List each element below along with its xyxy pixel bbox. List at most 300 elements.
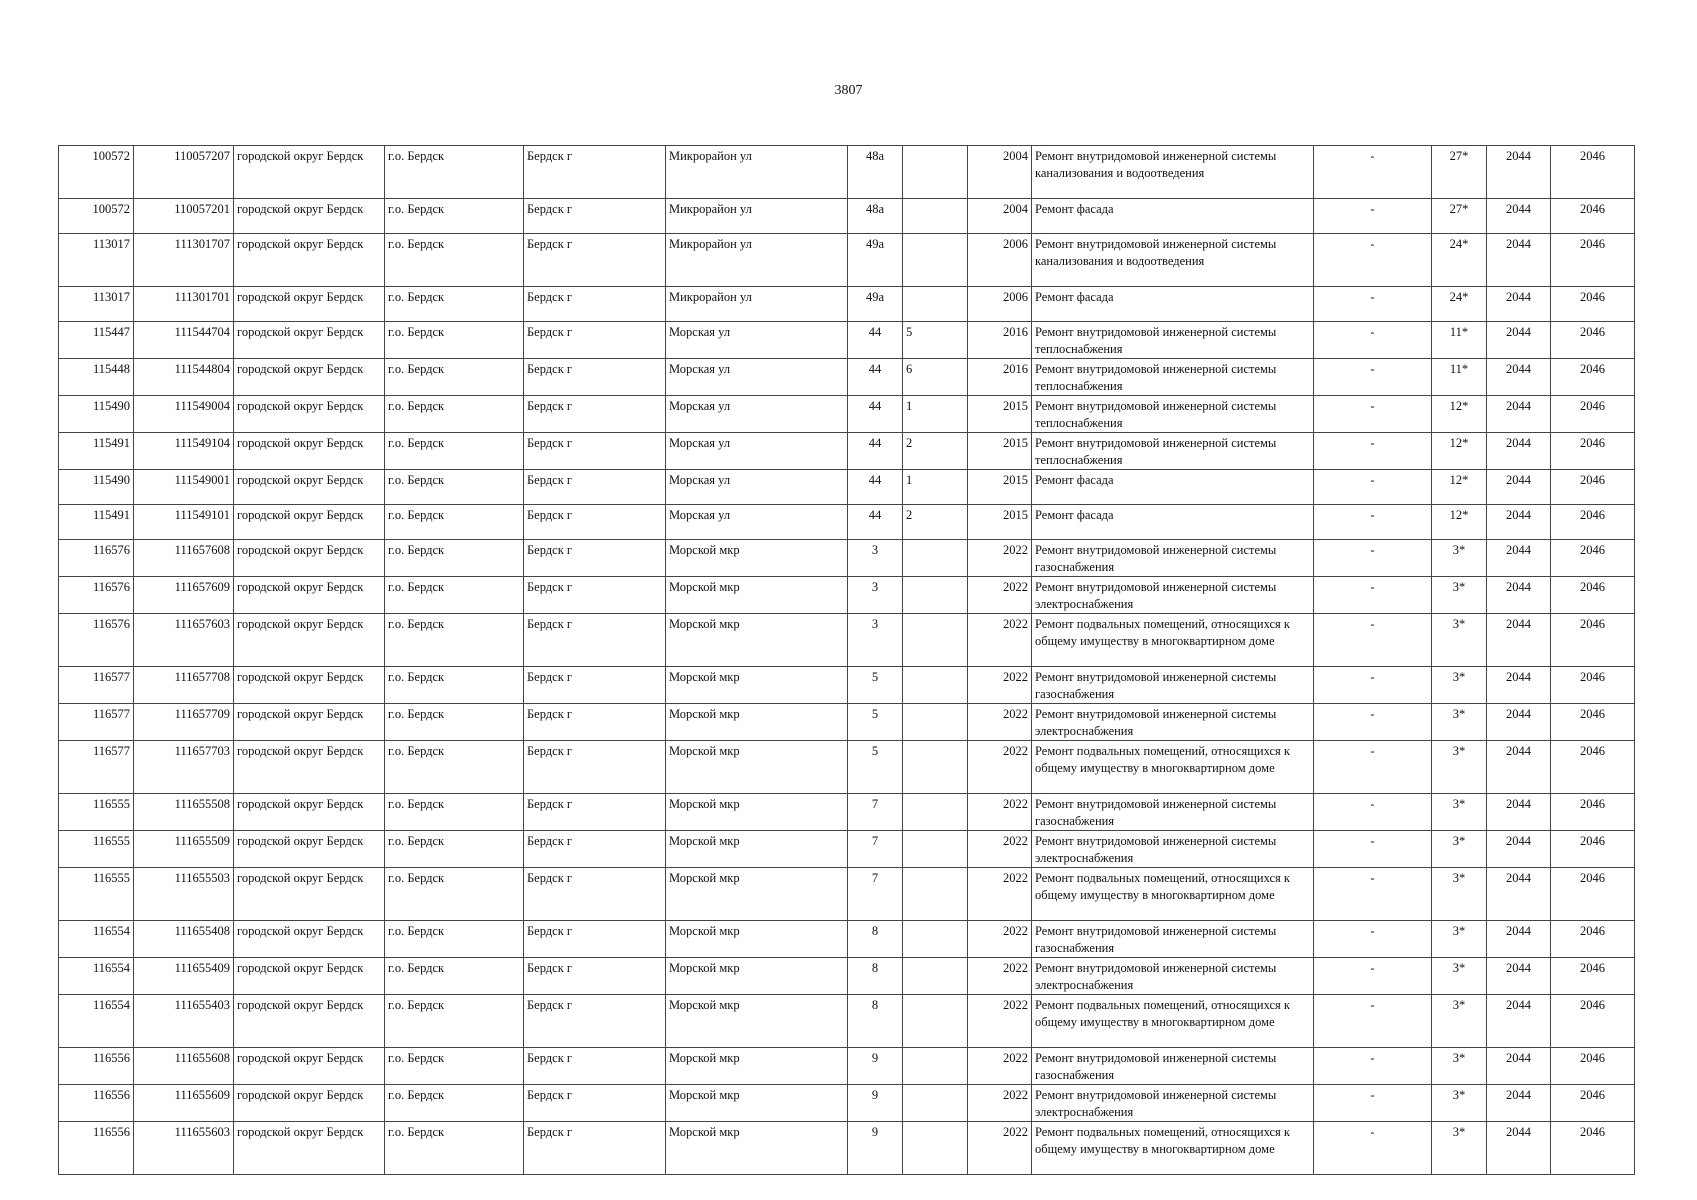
cell-street: Морской мкр	[666, 1122, 848, 1175]
cell-city-district: г.о. Бердск	[385, 614, 524, 667]
cell-settlement: Бердск г	[524, 146, 666, 199]
cell-settlement: Бердск г	[524, 1048, 666, 1085]
cell-term: 3*	[1432, 831, 1487, 868]
cell-year-from: 2044	[1487, 505, 1551, 540]
cell-object-id: 100572	[59, 199, 134, 234]
cell-settlement: Бердск г	[524, 540, 666, 577]
cell-year-from: 2044	[1487, 146, 1551, 199]
cell-city-district: г.о. Бердск	[385, 199, 524, 234]
cell-municipality: городской округ Бердск	[234, 540, 385, 577]
cell-building	[903, 741, 968, 794]
cell-year-to: 2046	[1551, 741, 1635, 794]
cell-dash: -	[1314, 831, 1432, 868]
cell-year: 2015	[968, 470, 1032, 505]
cell-settlement: Бердск г	[524, 704, 666, 741]
cell-year-to: 2046	[1551, 1048, 1635, 1085]
cell-year: 2004	[968, 146, 1032, 199]
cell-object-id: 115490	[59, 396, 134, 433]
cell-year-from: 2044	[1487, 831, 1551, 868]
cell-year-from: 2044	[1487, 958, 1551, 995]
cell-house: 44	[848, 396, 903, 433]
cell-city-district: г.о. Бердск	[385, 322, 524, 359]
cell-work-type: Ремонт внутридомовой инженерной системы канализования и водоотведения	[1032, 234, 1314, 287]
cell-settlement: Бердск г	[524, 921, 666, 958]
cell-year-to: 2046	[1551, 433, 1635, 470]
cell-object-id: 100572	[59, 146, 134, 199]
cell-city-district: г.о. Бердск	[385, 359, 524, 396]
capital-repair-table	[58, 145, 1635, 1175]
cell-street: Морской мкр	[666, 577, 848, 614]
cell-house: 7	[848, 868, 903, 921]
cell-settlement: Бердск г	[524, 396, 666, 433]
cell-year: 2022	[968, 667, 1032, 704]
table-row	[59, 1048, 1635, 1085]
table-row	[59, 505, 1635, 540]
cell-settlement: Бердск г	[524, 741, 666, 794]
cell-building	[903, 667, 968, 704]
cell-work-code: 111655503	[134, 868, 234, 921]
cell-house: 9	[848, 1085, 903, 1122]
cell-term: 3*	[1432, 540, 1487, 577]
cell-municipality: городской округ Бердск	[234, 199, 385, 234]
cell-municipality: городской округ Бердск	[234, 667, 385, 704]
cell-settlement: Бердск г	[524, 794, 666, 831]
cell-year-from: 2044	[1487, 359, 1551, 396]
cell-work-code: 111655408	[134, 921, 234, 958]
cell-year-from: 2044	[1487, 577, 1551, 614]
cell-year: 2016	[968, 322, 1032, 359]
cell-settlement: Бердск г	[524, 831, 666, 868]
cell-building	[903, 146, 968, 199]
cell-year: 2022	[968, 741, 1032, 794]
cell-work-type: Ремонт фасада	[1032, 505, 1314, 540]
cell-house: 44	[848, 359, 903, 396]
cell-work-type: Ремонт внутридомовой инженерной системы электроснабжения	[1032, 958, 1314, 995]
cell-municipality: городской округ Бердск	[234, 741, 385, 794]
cell-building	[903, 1048, 968, 1085]
table-row	[59, 667, 1635, 704]
table-row	[59, 868, 1635, 921]
cell-year: 2022	[968, 1048, 1032, 1085]
cell-year: 2022	[968, 577, 1032, 614]
cell-term: 27*	[1432, 146, 1487, 199]
cell-work-type: Ремонт внутридомовой инженерной системы электроснабжения	[1032, 831, 1314, 868]
cell-settlement: Бердск г	[524, 995, 666, 1048]
cell-work-code: 111657709	[134, 704, 234, 741]
cell-year: 2022	[968, 831, 1032, 868]
cell-year-from: 2044	[1487, 741, 1551, 794]
cell-year-to: 2046	[1551, 921, 1635, 958]
table-row	[59, 146, 1635, 199]
cell-term: 12*	[1432, 433, 1487, 470]
cell-work-code: 111655403	[134, 995, 234, 1048]
cell-municipality: городской округ Бердск	[234, 359, 385, 396]
cell-term: 3*	[1432, 1048, 1487, 1085]
cell-city-district: г.о. Бердск	[385, 831, 524, 868]
cell-term: 12*	[1432, 505, 1487, 540]
cell-work-code: 111544704	[134, 322, 234, 359]
cell-work-type: Ремонт внутридомовой инженерной системы теплоснабжения	[1032, 396, 1314, 433]
table-row	[59, 577, 1635, 614]
cell-object-id: 115447	[59, 322, 134, 359]
cell-year-from: 2044	[1487, 322, 1551, 359]
cell-house: 44	[848, 433, 903, 470]
cell-work-code: 111655608	[134, 1048, 234, 1085]
cell-year-from: 2044	[1487, 868, 1551, 921]
cell-city-district: г.о. Бердск	[385, 958, 524, 995]
cell-street: Морская ул	[666, 470, 848, 505]
cell-building	[903, 614, 968, 667]
cell-work-type: Ремонт подвальных помещений, относящихся к общему имуществу в многоквартирном доме	[1032, 741, 1314, 794]
cell-street: Морской мкр	[666, 614, 848, 667]
cell-settlement: Бердск г	[524, 359, 666, 396]
cell-street: Морской мкр	[666, 958, 848, 995]
cell-street: Морская ул	[666, 322, 848, 359]
cell-year-to: 2046	[1551, 505, 1635, 540]
cell-municipality: городской округ Бердск	[234, 614, 385, 667]
table-row	[59, 794, 1635, 831]
cell-building	[903, 199, 968, 234]
cell-building: 6	[903, 359, 968, 396]
cell-dash: -	[1314, 614, 1432, 667]
cell-work-type: Ремонт внутридомовой инженерной системы электроснабжения	[1032, 1085, 1314, 1122]
cell-settlement: Бердск г	[524, 868, 666, 921]
cell-street: Морской мкр	[666, 540, 848, 577]
cell-year-to: 2046	[1551, 794, 1635, 831]
cell-work-type: Ремонт фасада	[1032, 470, 1314, 505]
cell-city-district: г.о. Бердск	[385, 868, 524, 921]
cell-settlement: Бердск г	[524, 505, 666, 540]
cell-term: 24*	[1432, 234, 1487, 287]
cell-street: Морской мкр	[666, 995, 848, 1048]
cell-building	[903, 704, 968, 741]
cell-year: 2022	[968, 540, 1032, 577]
cell-house: 44	[848, 505, 903, 540]
cell-year-to: 2046	[1551, 146, 1635, 199]
cell-work-code: 111301707	[134, 234, 234, 287]
cell-term: 3*	[1432, 921, 1487, 958]
cell-work-type: Ремонт внутридомовой инженерной системы газоснабжения	[1032, 667, 1314, 704]
cell-house: 8	[848, 958, 903, 995]
cell-settlement: Бердск г	[524, 433, 666, 470]
cell-year: 2006	[968, 234, 1032, 287]
table-body	[59, 146, 1635, 1175]
cell-object-id: 116577	[59, 667, 134, 704]
cell-house: 5	[848, 741, 903, 794]
table-row	[59, 199, 1635, 234]
cell-city-district: г.о. Бердск	[385, 1122, 524, 1175]
cell-year-to: 2046	[1551, 995, 1635, 1048]
cell-settlement: Бердск г	[524, 577, 666, 614]
cell-work-type: Ремонт внутридомовой инженерной системы электроснабжения	[1032, 577, 1314, 614]
cell-year: 2022	[968, 794, 1032, 831]
cell-house: 48а	[848, 146, 903, 199]
cell-city-district: г.о. Бердск	[385, 396, 524, 433]
cell-municipality: городской округ Бердск	[234, 322, 385, 359]
cell-year-from: 2044	[1487, 540, 1551, 577]
cell-street: Микрорайон ул	[666, 287, 848, 322]
cell-street: Морская ул	[666, 433, 848, 470]
cell-street: Морская ул	[666, 359, 848, 396]
cell-year-from: 2044	[1487, 704, 1551, 741]
cell-year: 2022	[968, 868, 1032, 921]
cell-year-to: 2046	[1551, 470, 1635, 505]
cell-street: Микрорайон ул	[666, 234, 848, 287]
cell-settlement: Бердск г	[524, 322, 666, 359]
cell-settlement: Бердск г	[524, 287, 666, 322]
cell-object-id: 116554	[59, 958, 134, 995]
cell-dash: -	[1314, 470, 1432, 505]
cell-year-to: 2046	[1551, 322, 1635, 359]
cell-year-from: 2044	[1487, 199, 1551, 234]
cell-building	[903, 287, 968, 322]
cell-house: 44	[848, 470, 903, 505]
table-row	[59, 921, 1635, 958]
cell-term: 3*	[1432, 995, 1487, 1048]
cell-municipality: городской округ Бердск	[234, 396, 385, 433]
cell-municipality: городской округ Бердск	[234, 234, 385, 287]
table-row	[59, 831, 1635, 868]
cell-year-from: 2044	[1487, 667, 1551, 704]
cell-work-type: Ремонт внутридомовой инженерной системы теплоснабжения	[1032, 433, 1314, 470]
cell-municipality: городской округ Бердск	[234, 995, 385, 1048]
cell-work-type: Ремонт подвальных помещений, относящихся к общему имуществу в многоквартирном доме	[1032, 1122, 1314, 1175]
cell-year-to: 2046	[1551, 287, 1635, 322]
cell-object-id: 116576	[59, 577, 134, 614]
cell-year-to: 2046	[1551, 359, 1635, 396]
cell-city-district: г.о. Бердск	[385, 794, 524, 831]
cell-building	[903, 995, 968, 1048]
cell-work-code: 111657703	[134, 741, 234, 794]
cell-city-district: г.о. Бердск	[385, 577, 524, 614]
cell-object-id: 113017	[59, 287, 134, 322]
cell-settlement: Бердск г	[524, 958, 666, 995]
cell-work-type: Ремонт внутридомовой инженерной системы газоснабжения	[1032, 921, 1314, 958]
cell-street: Морская ул	[666, 396, 848, 433]
cell-municipality: городской округ Бердск	[234, 1122, 385, 1175]
cell-year-to: 2046	[1551, 667, 1635, 704]
cell-year: 2004	[968, 199, 1032, 234]
cell-street: Морской мкр	[666, 921, 848, 958]
cell-object-id: 116576	[59, 614, 134, 667]
cell-house: 3	[848, 540, 903, 577]
cell-work-code: 110057201	[134, 199, 234, 234]
cell-term: 11*	[1432, 322, 1487, 359]
cell-work-code: 111655509	[134, 831, 234, 868]
cell-work-type: Ремонт внутридомовой инженерной системы газоснабжения	[1032, 1048, 1314, 1085]
cell-house: 7	[848, 794, 903, 831]
cell-house: 5	[848, 667, 903, 704]
cell-building	[903, 540, 968, 577]
cell-work-code: 111657608	[134, 540, 234, 577]
cell-dash: -	[1314, 1048, 1432, 1085]
cell-dash: -	[1314, 540, 1432, 577]
cell-work-type: Ремонт внутридомовой инженерной системы теплоснабжения	[1032, 359, 1314, 396]
cell-work-code: 111544804	[134, 359, 234, 396]
cell-dash: -	[1314, 1085, 1432, 1122]
cell-city-district: г.о. Бердск	[385, 540, 524, 577]
cell-building: 1	[903, 396, 968, 433]
cell-object-id: 115448	[59, 359, 134, 396]
cell-work-type: Ремонт подвальных помещений, относящихся к общему имуществу в многоквартирном доме	[1032, 995, 1314, 1048]
cell-dash: -	[1314, 921, 1432, 958]
cell-work-type: Ремонт внутридомовой инженерной системы канализования и водоотведения	[1032, 146, 1314, 199]
cell-building	[903, 958, 968, 995]
table-row	[59, 234, 1635, 287]
table-row	[59, 1085, 1635, 1122]
cell-work-code: 111301701	[134, 287, 234, 322]
cell-object-id: 116554	[59, 995, 134, 1048]
cell-year-to: 2046	[1551, 540, 1635, 577]
cell-object-id: 113017	[59, 234, 134, 287]
cell-city-district: г.о. Бердск	[385, 1085, 524, 1122]
cell-year-from: 2044	[1487, 614, 1551, 667]
cell-municipality: городской округ Бердск	[234, 1085, 385, 1122]
cell-building: 2	[903, 433, 968, 470]
table-row	[59, 396, 1635, 433]
cell-object-id: 116555	[59, 794, 134, 831]
cell-dash: -	[1314, 396, 1432, 433]
cell-dash: -	[1314, 359, 1432, 396]
cell-work-type: Ремонт подвальных помещений, относящихся к общему имуществу в многоквартирном доме	[1032, 868, 1314, 921]
cell-year-to: 2046	[1551, 1085, 1635, 1122]
cell-term: 3*	[1432, 741, 1487, 794]
table-row	[59, 287, 1635, 322]
cell-building: 5	[903, 322, 968, 359]
cell-dash: -	[1314, 287, 1432, 322]
cell-year-from: 2044	[1487, 1085, 1551, 1122]
cell-object-id: 115491	[59, 505, 134, 540]
cell-city-district: г.о. Бердск	[385, 704, 524, 741]
cell-building	[903, 577, 968, 614]
cell-street: Морской мкр	[666, 831, 848, 868]
cell-dash: -	[1314, 322, 1432, 359]
table-row	[59, 958, 1635, 995]
cell-work-type: Ремонт фасада	[1032, 199, 1314, 234]
cell-street: Морской мкр	[666, 868, 848, 921]
cell-work-type: Ремонт фасада	[1032, 287, 1314, 322]
cell-year-to: 2046	[1551, 577, 1635, 614]
cell-settlement: Бердск г	[524, 234, 666, 287]
cell-city-district: г.о. Бердск	[385, 470, 524, 505]
cell-year: 2022	[968, 704, 1032, 741]
cell-work-type: Ремонт внутридомовой инженерной системы газоснабжения	[1032, 540, 1314, 577]
cell-building	[903, 234, 968, 287]
cell-house: 9	[848, 1122, 903, 1175]
cell-building	[903, 794, 968, 831]
cell-city-district: г.о. Бердск	[385, 287, 524, 322]
cell-house: 44	[848, 322, 903, 359]
cell-municipality: городской округ Бердск	[234, 921, 385, 958]
cell-term: 3*	[1432, 577, 1487, 614]
table-row	[59, 433, 1635, 470]
cell-street: Микрорайон ул	[666, 199, 848, 234]
cell-city-district: г.о. Бердск	[385, 741, 524, 794]
cell-street: Микрорайон ул	[666, 146, 848, 199]
cell-year: 2016	[968, 359, 1032, 396]
cell-settlement: Бердск г	[524, 1085, 666, 1122]
cell-year: 2015	[968, 396, 1032, 433]
cell-street: Морской мкр	[666, 667, 848, 704]
cell-house: 49а	[848, 287, 903, 322]
cell-year-to: 2046	[1551, 958, 1635, 995]
cell-year-from: 2044	[1487, 995, 1551, 1048]
cell-object-id: 116555	[59, 831, 134, 868]
cell-work-code: 111657603	[134, 614, 234, 667]
cell-municipality: городской округ Бердск	[234, 1048, 385, 1085]
cell-city-district: г.о. Бердск	[385, 146, 524, 199]
cell-house: 3	[848, 614, 903, 667]
cell-city-district: г.о. Бердск	[385, 234, 524, 287]
cell-object-id: 115490	[59, 470, 134, 505]
cell-year-from: 2044	[1487, 234, 1551, 287]
cell-settlement: Бердск г	[524, 667, 666, 704]
cell-term: 27*	[1432, 199, 1487, 234]
cell-dash: -	[1314, 794, 1432, 831]
cell-work-code: 110057207	[134, 146, 234, 199]
cell-house: 7	[848, 831, 903, 868]
cell-street: Морской мкр	[666, 1085, 848, 1122]
table-row	[59, 741, 1635, 794]
cell-year: 2022	[968, 995, 1032, 1048]
cell-municipality: городской округ Бердск	[234, 146, 385, 199]
cell-year-from: 2044	[1487, 794, 1551, 831]
cell-object-id: 116554	[59, 921, 134, 958]
table-row	[59, 614, 1635, 667]
page-number: 3807	[834, 83, 863, 98]
cell-work-code: 111549101	[134, 505, 234, 540]
cell-object-id: 116556	[59, 1048, 134, 1085]
cell-work-code: 111655508	[134, 794, 234, 831]
table-row	[59, 995, 1635, 1048]
cell-dash: -	[1314, 199, 1432, 234]
cell-city-district: г.о. Бердск	[385, 1048, 524, 1085]
cell-term: 24*	[1432, 287, 1487, 322]
cell-settlement: Бердск г	[524, 614, 666, 667]
cell-city-district: г.о. Бердск	[385, 505, 524, 540]
cell-year-to: 2046	[1551, 1122, 1635, 1175]
cell-work-type: Ремонт подвальных помещений, относящихся к общему имуществу в многоквартирном доме	[1032, 614, 1314, 667]
table-row	[59, 1122, 1635, 1175]
cell-year-from: 2044	[1487, 396, 1551, 433]
cell-work-code: 111549104	[134, 433, 234, 470]
cell-term: 12*	[1432, 470, 1487, 505]
table-row	[59, 540, 1635, 577]
cell-work-type: Ремонт внутридомовой инженерной системы газоснабжения	[1032, 794, 1314, 831]
cell-municipality: городской округ Бердск	[234, 958, 385, 995]
cell-work-code: 111655409	[134, 958, 234, 995]
cell-year-from: 2044	[1487, 1122, 1551, 1175]
cell-term: 12*	[1432, 396, 1487, 433]
cell-municipality: городской округ Бердск	[234, 831, 385, 868]
cell-building	[903, 831, 968, 868]
cell-year-to: 2046	[1551, 199, 1635, 234]
cell-house: 5	[848, 704, 903, 741]
cell-street: Морская ул	[666, 505, 848, 540]
cell-dash: -	[1314, 433, 1432, 470]
cell-settlement: Бердск г	[524, 1122, 666, 1175]
cell-object-id: 116555	[59, 868, 134, 921]
cell-city-district: г.о. Бердск	[385, 995, 524, 1048]
cell-dash: -	[1314, 995, 1432, 1048]
cell-year: 2022	[968, 1085, 1032, 1122]
cell-municipality: городской округ Бердск	[234, 868, 385, 921]
cell-building	[903, 1122, 968, 1175]
cell-municipality: городской округ Бердск	[234, 794, 385, 831]
cell-dash: -	[1314, 505, 1432, 540]
cell-term: 3*	[1432, 958, 1487, 995]
cell-year: 2006	[968, 287, 1032, 322]
